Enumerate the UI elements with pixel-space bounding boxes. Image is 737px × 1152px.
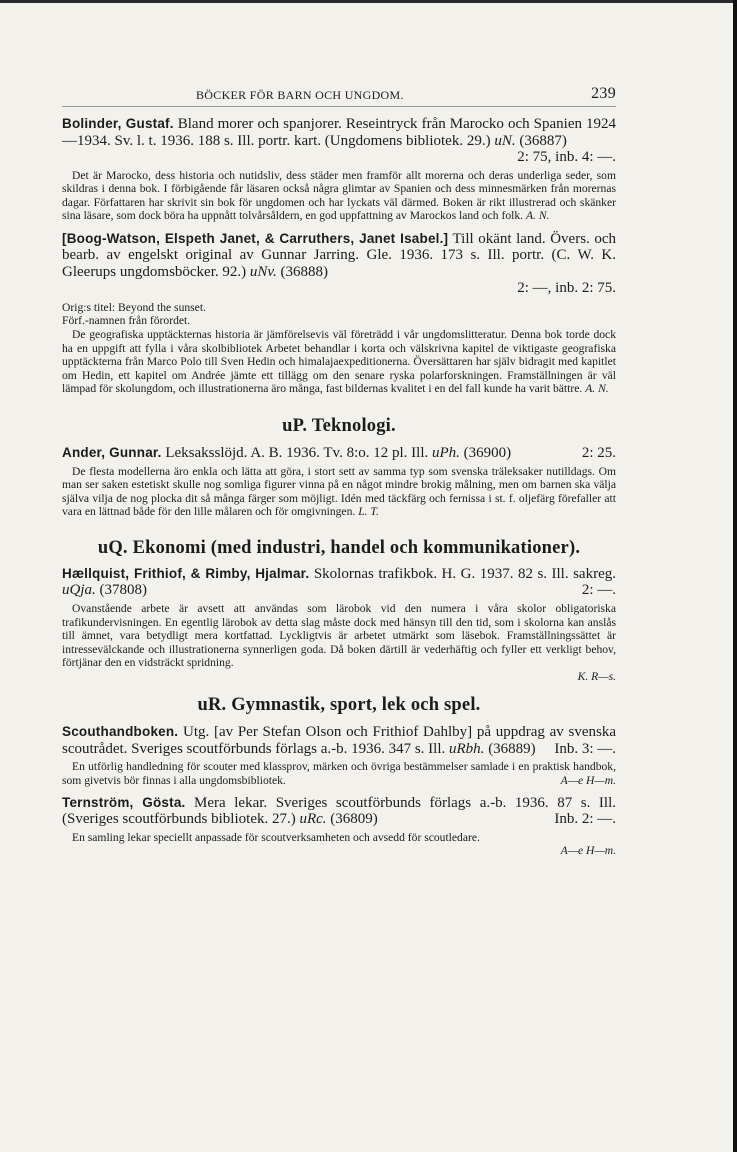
entry-ander <box>62 445 616 519</box>
entry-citation <box>62 116 616 149</box>
entry-text: Bland morer och spanjorer. Reseintryck från Marocko och Spanien 1924—1934. Sv. l. t. 1936. 188 s. Ill. portr. kart. (Ungdomens bibliotek. 29.) <box>62 116 617 149</box>
entry-author: Hællquist, Frithiof, & Rimby, Hjalmar. <box>62 565 310 581</box>
review-text: Det är Marocko, dess historia och nutidsliv, dess städer men framför allt morerna och deras underliga seder, som skildras i denna bok. I förbigående får läsaren också några glimtar av Spanien och dess minnesmärken från morernas dagar. Författaren har skrivit sin bok för ungdomen och har lyckats väl därmed. Boken är rikt illustrerad och skänker sina läsare, som dock böra ha uppnått tolvårsåldern, en god uppfattning av Marockos land och folk. <box>62 168 616 223</box>
entry-number: (37808) <box>99 582 147 599</box>
book-page <box>62 84 616 858</box>
entry-number: (36888) <box>280 263 328 280</box>
entry-author: Scouthandboken. <box>62 724 179 740</box>
page-top-edge <box>0 0 737 3</box>
entry-number: (36887) <box>519 132 567 149</box>
entry-number: (36900) <box>463 445 512 462</box>
entry-price: 2: —. <box>581 582 616 599</box>
entry-review <box>62 831 616 845</box>
section-code: uQ. <box>97 537 128 558</box>
entry-review <box>62 465 616 519</box>
entry-author: Bolinder, Gustaf. <box>62 116 174 131</box>
review-signature: A—e H—m. <box>560 844 616 858</box>
entry-class-code: uN. <box>494 132 516 149</box>
review-text: Ovanstående arbete är avsett att användas som lärobok vid den numera i våra skolor obligatoriska trafikundervisningen. En egentlig lärobok av detta slag måste dock med hänsyn till den tid, som i skolorna kan anslås till ämnet, vara betydligt mera kortfattad. Lyckligtvis är arbetet utmärkt som läsebok. Framställningssättet är intressevälckande och illustrationerna synnerligen goda. Då boken därtill är vederhäftig och fyller ett verkligt behov, förtjänar den en vidsträckt spridning. <box>62 601 616 670</box>
entry-original-title: Orig:s titel: Beyond the sunset. <box>62 300 206 314</box>
entry-author: Ternström, Gösta. <box>62 794 186 810</box>
entry-review <box>62 169 616 223</box>
entry-review <box>62 328 616 396</box>
entry-author: [Boog-Watson, Elspeth Janet, & Carruthers, Janet Isabel.] <box>62 230 449 246</box>
entry-price: 2: 25. <box>581 445 616 462</box>
entry-price: Inb. 3: —. <box>554 740 616 757</box>
entry-author: Ander, Gunnar. <box>62 445 162 461</box>
section-heading-uq <box>62 538 616 559</box>
review-signature: A—e H—m. <box>560 774 616 788</box>
running-title: BÖCKER FÖR BARN OCH UNGDOM. <box>196 88 404 102</box>
entry-class-code: uQja. <box>62 582 96 599</box>
entry-class-code: uRc. <box>299 811 327 828</box>
entry-ternstrom <box>62 795 616 858</box>
section-title: Teknologi. <box>311 416 396 437</box>
entry-review <box>62 602 616 670</box>
review-signature: A. N. <box>585 382 609 396</box>
review-text: En samling lekar speciellt anpassade för scoutverksamheten och avsedd för scoutledare. <box>72 830 480 844</box>
review-text: De flesta modellerna äro enkla och lätta att göra, i stort sett av samma typ som svenska träleksaker nutilldags. Om man ser saken estetiskt skulle nog somliga figurer vinna på en något mindre brokig målning, men om barnen ska välja själva vilja de nog plocka dit så många färger som möjligt. Idén med täckfärg och fernissa i st. f. oljefärg förefaller att vara en lättnad både för den lille målaren och för omgivningen. <box>62 464 616 519</box>
entry-boog-watson <box>62 231 616 396</box>
entry-number: (36809) <box>330 811 378 828</box>
page-number: 239 <box>591 85 616 102</box>
section-heading-up <box>62 416 616 437</box>
entry-price: Inb. 2: —. <box>554 811 616 828</box>
entry-scouthandboken <box>62 724 616 787</box>
section-title: Gymnastik, sport, lek och spel. <box>231 695 481 716</box>
entry-text: Skolornas trafikbok. H. G. 1937. 82 s. Ill. sakreg. <box>313 565 616 582</box>
running-header <box>62 84 616 107</box>
review-signature: L. T. <box>358 505 379 519</box>
entry-text: Leksaksslöjd. A. B. 1936. Tv. 8:o. 12 pl. Ill. <box>165 445 429 462</box>
section-code: uP. <box>282 416 308 437</box>
entry-text: Till okänt land. Övers. och bearb. av engelskt original av Gunnar Jarring. Gle. 1936. 173 s. Ill. portr. (C. W. K. Gleerups ungdomsböcker. 92.) <box>62 230 616 280</box>
entry-haellquist <box>62 566 616 684</box>
review-text: En utförlig handledning för scouter med klassprov, märken och övriga bestämmelser samlade i en praktisk handbok, som givetvis bör finnas i alla ungdomsbibliotek. <box>62 760 616 788</box>
entry-text: Mera lekar. Sveriges scoutförbunds förlags a.-b. 1936. 87 s. Ill. (Sveriges scoutförbunds bibliotek. 27.) <box>62 794 617 828</box>
entry-number: (36889) <box>488 740 536 757</box>
entry-price: 2: 75, inb. 4: —. <box>517 149 616 165</box>
entry-citation <box>62 231 616 281</box>
review-signature: A. N. <box>525 209 550 223</box>
section-title: Ekonomi (med industri, handel och kommunikationer). <box>132 537 581 558</box>
page-right-edge <box>733 0 737 1152</box>
entry-class-code: uNv. <box>249 263 277 280</box>
entry-text: Utg. [av Per Stefan Olson och Frithiof Dahlby] på uppdrag av svenska scoutrådet. Sveriges scoutförbunds förlags a.-b. 1936. 347 s. Ill. <box>62 724 616 757</box>
entry-class-code: uRbh. <box>449 740 485 757</box>
section-heading-ur <box>62 695 616 716</box>
entry-price: 2: —, inb. 2: 75. <box>517 280 616 297</box>
entry-citation <box>62 724 616 757</box>
entry-class-code: uPh. <box>432 445 460 462</box>
review-signature: K. R—s. <box>577 669 616 683</box>
entry-author-note: Förf.-namnen från förordet. <box>62 314 191 328</box>
section-code: uR. <box>197 695 227 716</box>
review-text: De geografiska upptäckternas historia är jämförelsevis väl företrädd i vår ungdomslitteratur. Denna bok torde dock ha en uppgift att fylla i våra skolbibliotek Arbetet behandlar i korta och välskrivna kapitel de viktigaste geografiska upptäckterna från Marco Polo till Sven Hedin och himalajaexpeditionerna. Översättaren har själv bidragit med kapitlet om Hedin, ett kapitel om Andrée jämte ett tillägg om den senare ryska polarforskningen. Framställningen är väl lämpad för skolungdom, och illustrationerna äro många, fast bildernas kvalitet i en del fall kunde ha varit bättre. <box>62 328 616 396</box>
entry-bolinder <box>62 116 616 223</box>
